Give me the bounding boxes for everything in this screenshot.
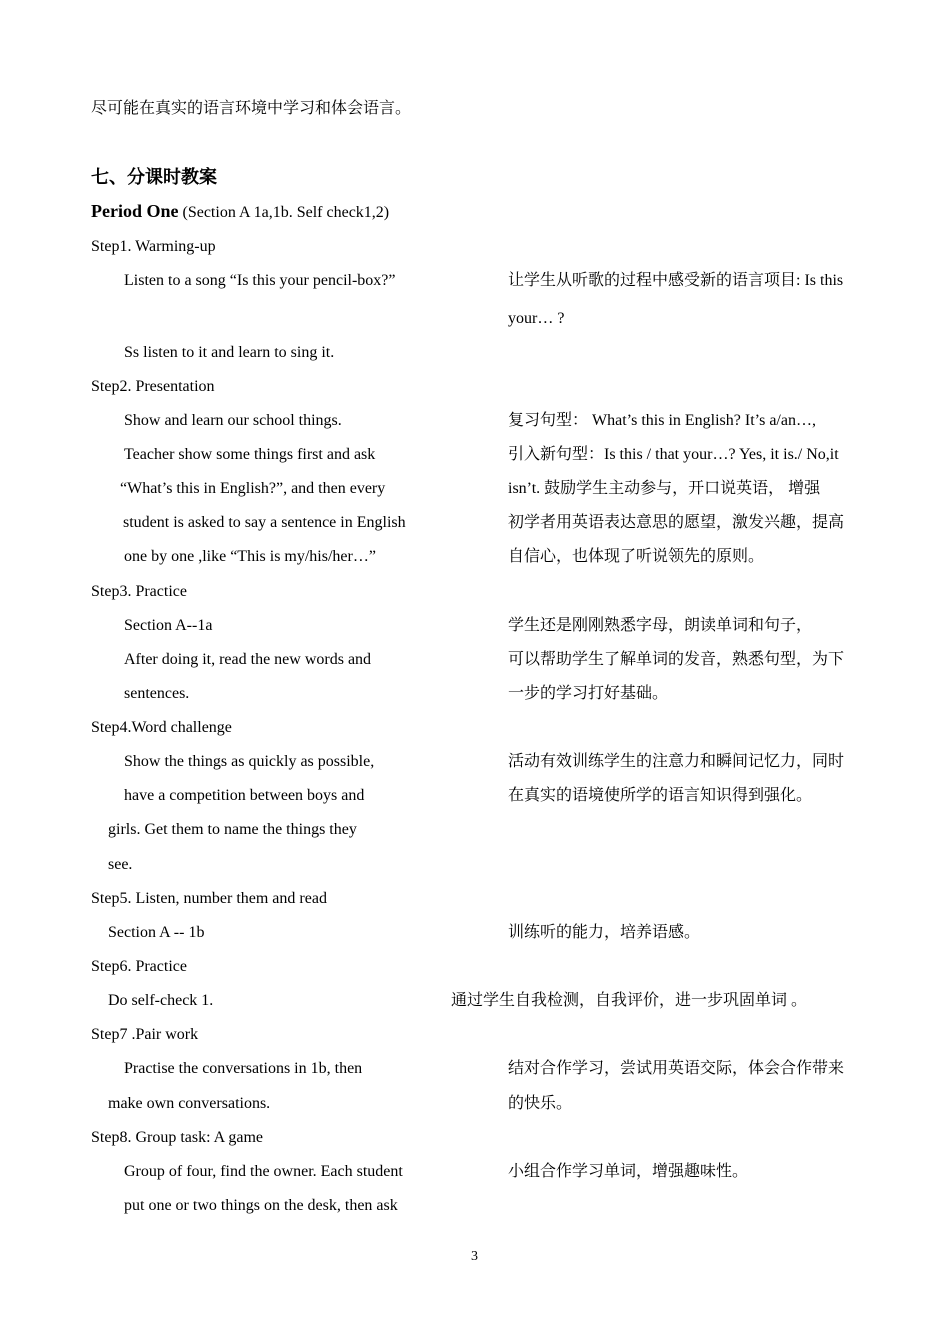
intro-line: 尽可能在真实的语言环境中学习和体会语言。 bbox=[91, 100, 412, 117]
step-title: Step1. Warming-up bbox=[91, 238, 216, 255]
step-left-line: “What’s this in English?”, and then every bbox=[120, 480, 386, 497]
step-right-line: 一步的学习打好基础。 bbox=[508, 685, 669, 702]
step-left-line: After doing it, read the new words and bbox=[124, 651, 372, 668]
step-right-line: 让学生从听歌的过程中感受新的语言项目: Is this bbox=[508, 272, 844, 289]
step-left-line: student is asked to say a sentence in English bbox=[123, 514, 406, 531]
step-title: Step6. Practice bbox=[91, 958, 187, 975]
step-title: Step7 .Pair work bbox=[91, 1026, 199, 1043]
step-left-line: make own conversations. bbox=[108, 1095, 271, 1112]
section-heading: 七、分课时教案 bbox=[91, 167, 217, 187]
step-right-line: 在真实的语境使所学的语言知识得到强化。 bbox=[508, 787, 813, 804]
step-left-line: have a competition between boys and bbox=[124, 787, 365, 804]
step-title: Step4.Word challenge bbox=[91, 719, 232, 736]
step-left-line: Section A--1a bbox=[124, 617, 213, 634]
step-right-line: 结对合作学习，尝试用英语交际，体会合作带来 bbox=[508, 1060, 845, 1077]
step-left-line: Teacher show some things first and ask bbox=[124, 446, 376, 463]
step-right-line: 的快乐。 bbox=[508, 1095, 573, 1112]
step-right-line: 引入新句型：Is this / that your…? Yes, it is./ No,it bbox=[508, 446, 839, 463]
step-left-line: Ss listen to it and learn to sing it. bbox=[124, 344, 335, 361]
step-right-line: 可以帮助学生了解单词的发音，熟悉句型，为下 bbox=[508, 651, 845, 668]
step-left-line: Practise the conversations in 1b, then bbox=[124, 1060, 363, 1077]
step-left-line: Show the things as quickly as possible, bbox=[124, 753, 375, 770]
step-left-line: Listen to a song “Is this your pencil-box?” bbox=[124, 272, 396, 289]
step-left-line: girls. Get them to name the things they bbox=[108, 821, 357, 838]
step-right-line: 自信心，也体现了听说领先的原则。 bbox=[508, 548, 765, 565]
step-right-line: isn’t. 鼓励学生主动参与，开口说英语， 增强 bbox=[508, 480, 821, 497]
step-title: Step2. Presentation bbox=[91, 378, 215, 395]
step-right-line: 复习句型： What’s this in English? It’s a/an…, bbox=[508, 412, 816, 429]
step-title: Step8. Group task: A game bbox=[91, 1129, 263, 1146]
step-left-line: one by one ,like “This is my/his/her…” bbox=[124, 548, 376, 565]
step-title: Step5. Listen, number them and read bbox=[91, 890, 327, 907]
step-left-line: Show and learn our school things. bbox=[124, 412, 342, 429]
step-right-line: 初学者用英语表达意思的愿望，激发兴趣，提高 bbox=[508, 514, 845, 531]
step-right-line: 训练听的能力，培养语感。 bbox=[508, 924, 701, 941]
step-right-line: 通过学生自我检测，自我评价，进一步巩固单词 。 bbox=[451, 992, 808, 1009]
step-right-line: 学生还是刚刚熟悉字母，朗读单词和句子， bbox=[508, 617, 813, 634]
step-right-line: your… ? bbox=[508, 310, 565, 327]
step-title: Step3. Practice bbox=[91, 583, 187, 600]
step-left-line: Section A -- 1b bbox=[108, 924, 205, 941]
period-heading bbox=[91, 201, 389, 223]
step-left-line: put one or two things on the desk, then ask bbox=[124, 1197, 398, 1214]
period-title: Period One bbox=[91, 201, 179, 221]
step-left-line: see. bbox=[108, 856, 133, 873]
page-number: 3 bbox=[471, 1249, 478, 1264]
step-right-line: 小组合作学习单词，增强趣味性。 bbox=[508, 1163, 749, 1180]
step-right-line: 活动有效训练学生的注意力和瞬间记忆力，同时 bbox=[508, 753, 845, 770]
step-left-line: Do self-check 1. bbox=[108, 992, 214, 1009]
step-left-line: sentences. bbox=[124, 685, 190, 702]
period-subtitle: (Section A 1a,1b. Self check1,2) bbox=[178, 204, 390, 221]
step-left-line: Group of four, find the owner. Each student bbox=[124, 1163, 403, 1180]
